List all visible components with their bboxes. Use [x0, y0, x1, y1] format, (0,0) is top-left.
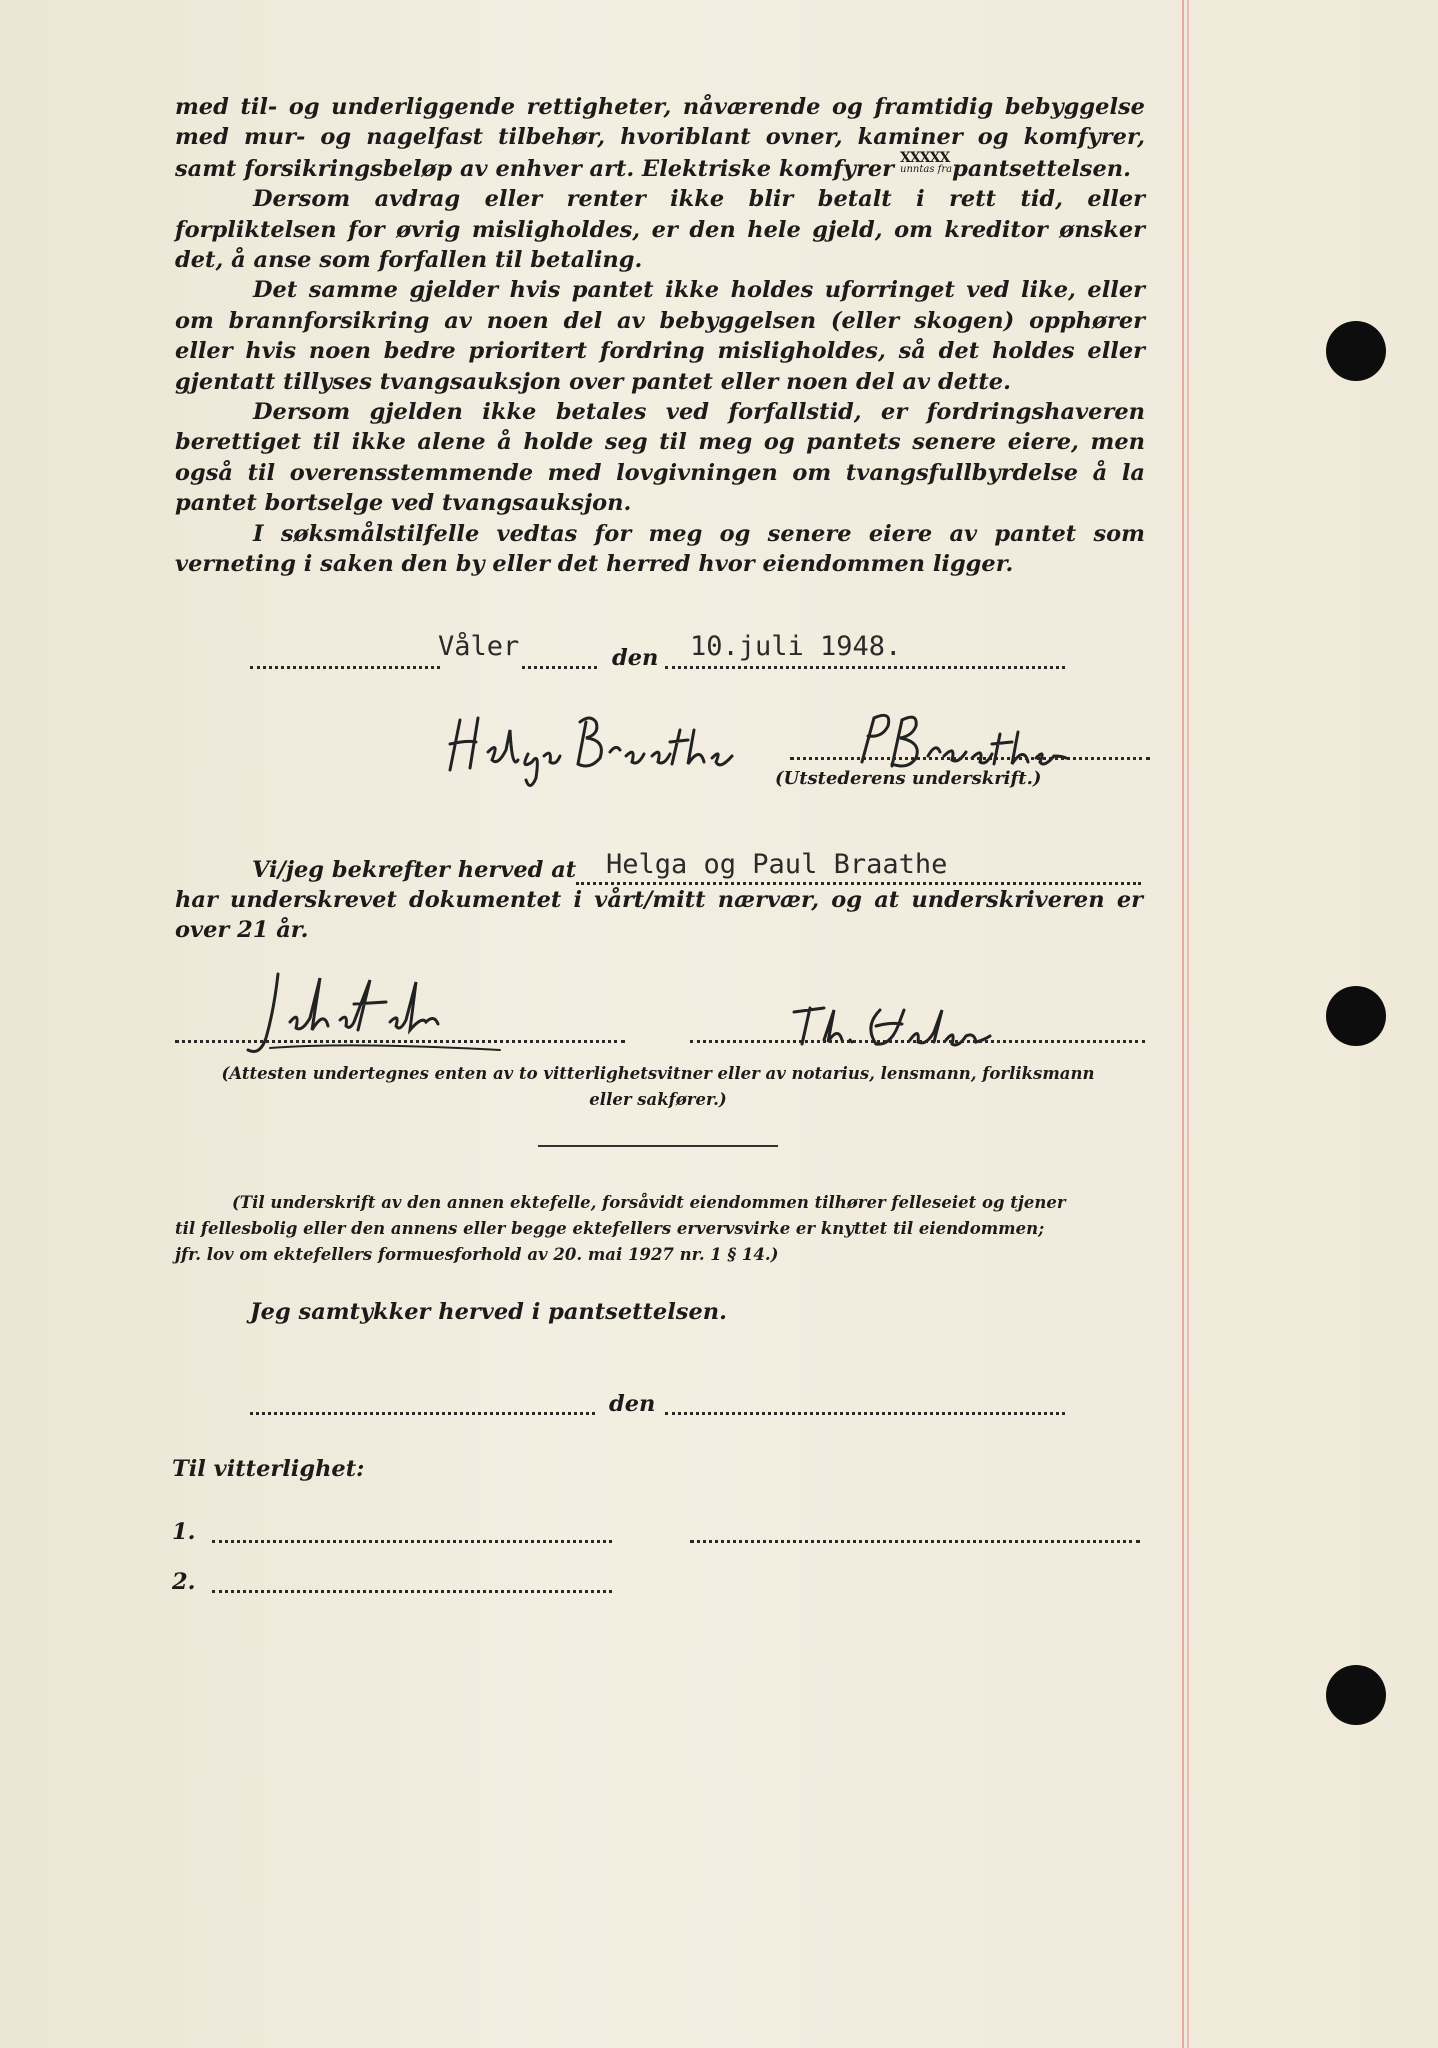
paragraph-default: Dersom avdrag eller renter ikke blir betalt i rett tid, eller forpliktelsen for øvrig misligholdes, er den hele gjeld, om kreditor ønsker det, å anse som forfallen til betaling.: [175, 186, 1145, 274]
paragraph-deterioration: Det samme gjelder hvis pantet ikke holdes uforringet ved like, eller om brannforsikring av noen del av bebyggelsen (eller skogen) opphører eller hvis noen bedre prioritert fordring misligholdes, så det holdes eller gjentatt tillyses tvangsauksjon over pantet eller noen del av dette.: [175, 277, 1145, 395]
dotted-line: [250, 666, 440, 669]
attest-prefix: Vi/jeg bekrefter herved at: [252, 857, 577, 883]
place-field: Våler: [438, 631, 520, 662]
paragraph-venue: I søksmålstilfelle vedtas for meg og senere eiere av pantet som verneting i saken den by eller det herred hvor eiendommen ligger.: [175, 520, 1145, 578]
divider: [538, 1145, 778, 1147]
margin-rule: [1187, 0, 1189, 2048]
handwriting-image: [780, 996, 1030, 1056]
dotted-line: [212, 1590, 612, 1593]
signature-helga-braathe: [440, 700, 800, 780]
witness-number-2: 2.: [172, 1569, 196, 1595]
dotted-line: [665, 1412, 1065, 1415]
punch-hole: [1326, 1665, 1386, 1725]
dotted-line: [665, 666, 1065, 669]
dotted-line: [690, 1040, 1145, 1043]
spouse-note-2: til fellesbolig eller den annens eller begge ektefellers ervervsvirke er knyttet til eiendommen;: [175, 1219, 1045, 1238]
attest-line-2: har underskrevet dokumentet i vårt/mitt nærvær, og at underskriveren er: [175, 887, 1143, 913]
dotted-line: [175, 1040, 625, 1043]
signature-john-holm: [230, 960, 530, 1060]
spouse-consent: Jeg samtykker herved i pantsettelsen.: [250, 1299, 727, 1325]
handwriting-image: [230, 960, 530, 1060]
witness-number-1: 1.: [172, 1519, 196, 1545]
dotted-line: [522, 666, 597, 669]
den-label-2: den: [609, 1391, 656, 1417]
signature-th-holm: [780, 996, 1030, 1056]
witness-heading: Til vitterlighet:: [172, 1456, 365, 1482]
attest-note-2: eller sakfører.): [589, 1090, 727, 1109]
komfyr-correction: XXXXX unntas fra: [900, 149, 953, 175]
den-label: den: [612, 645, 659, 671]
paragraph-appurtenances: med til- og underliggende rettigheter, nåværende og framtidig bebyggelse med mur- og nagelfast tilbehør, hvoriblant ovner, kaminer og komfyrer, samt forsikringsbeløp av enhver art. Elektriske komfyrer XXXXX unntas fra pantsettelsen.: [175, 94, 1145, 182]
dotted-line: [250, 1412, 595, 1415]
dotted-line: [690, 1540, 1140, 1543]
handwriting-image: [440, 700, 800, 780]
attest-line-3: over 21 år.: [175, 917, 309, 943]
spouse-note-3: jfr. lov om ektefellers formuesforhold av 20. mai 1927 nr. 1 § 14.): [175, 1245, 779, 1264]
punch-hole: [1326, 321, 1386, 381]
dotted-line: [790, 757, 1150, 760]
issuer-signature-caption: (Utstederens underskrift.): [775, 768, 1042, 789]
spouse-note-1: (Til underskrift av den annen ektefelle, forsåvidt eiendommen tilhører felleseiet og tjener: [232, 1193, 1066, 1212]
attest-names-field: Helga og Paul Braathe: [606, 849, 948, 880]
dotted-line: [212, 1540, 612, 1543]
date-field: 10.juli 1948.: [690, 631, 902, 662]
paragraph-enforcement: Dersom gjelden ikke betales ved forfallstid, er fordringshaveren berettiget til ikke alene å holde seg til meg og pantets senere eiere, men også til overensstemmende med lovgivningen om tvangsfullbyrdelse å la pantet bortselge ved tvangsauksjon.: [175, 399, 1145, 517]
dotted-line: [576, 882, 1141, 885]
margin-rule: [1182, 0, 1184, 2048]
punch-hole: [1326, 986, 1386, 1046]
attest-note-1: (Attesten undertegnes enten av to vitterlighetsvitner eller av notarius, lensmann, forliksmann: [221, 1064, 1095, 1083]
mortgage-terms: [175, 92, 1145, 580]
